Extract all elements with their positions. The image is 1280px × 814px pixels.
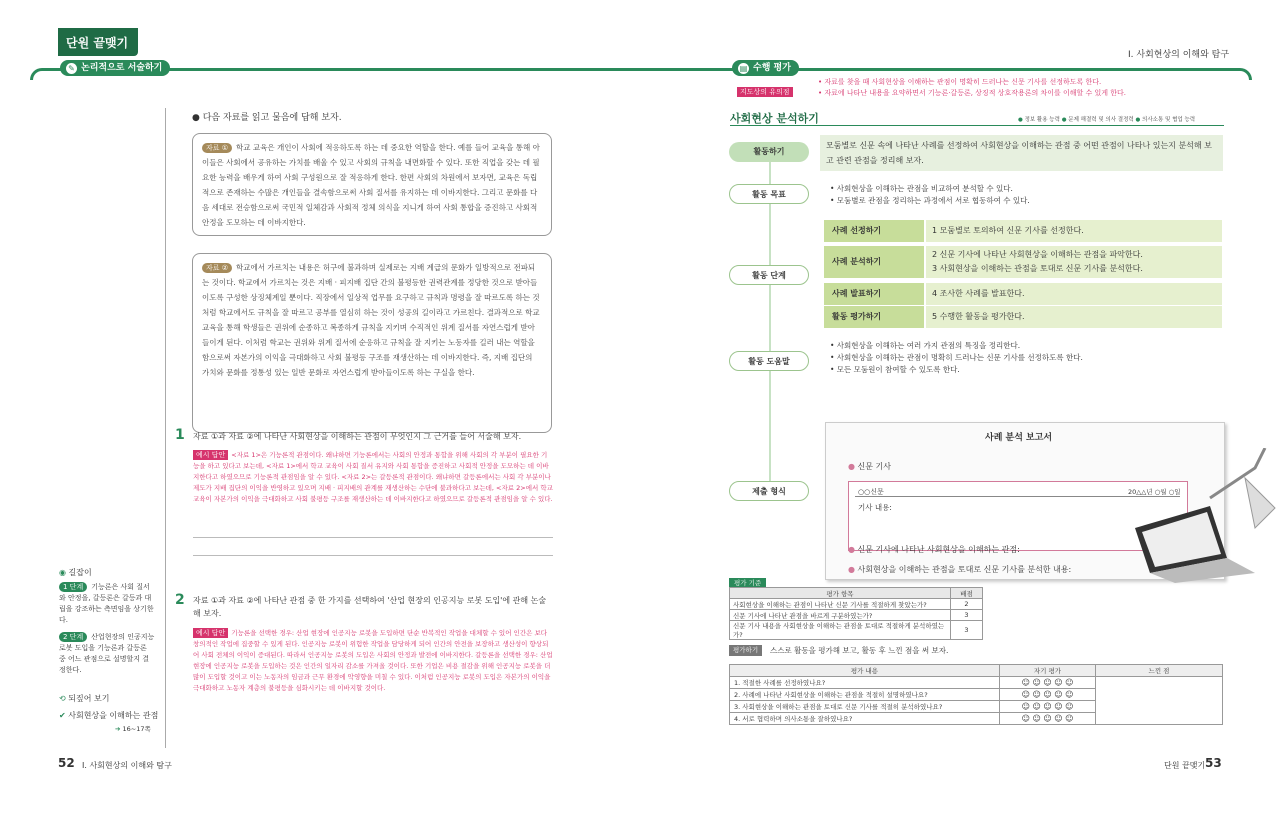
arrow-icon: ➔ [115, 725, 121, 733]
page-number-left: 52 [58, 756, 75, 770]
compass-icon: ◉ [59, 568, 66, 577]
rubric-label: 평가 기준 [729, 578, 766, 588]
table-row: 4. 서로 협력하며 의사소통을 잘하였나요? ☺ ☺ ☺ ☺ ☺ [730, 713, 1223, 725]
review-pages: ➔ 16~17쪽 [115, 725, 151, 733]
table-row: 신문 기사 내용을 사회현상을 이해하는 관점을 토대로 적절하게 분석하였는가? 3 [730, 621, 983, 640]
stage-submit: 제출 형식 [729, 481, 809, 501]
step-3-desc: 4 조사한 사례를 발표한다. [926, 283, 1222, 305]
material-2-box: 자료 ② 학교에서 가르치는 내용은 허구에 불과하며 실제로는 지배 계급의 문화가 일방적으로 전파되는 것이다. 학교에서 가르치는 것은 지배 · 피지배 집단 간의 불평등한 권력관계를 정당한 것으로 받아들이도록 구성한 상징체계일 뿐이다. 직장에서 일상적 업무를 요구하고 규칙과 명령을 잘 따르도록 하는 것처럼 학교에서도 규칙을 잘 따르고 공부를 열심히 하는 것이 성공의 길이라고 가르친다. 결과적으로 학교 교육을 통해 학생들은 권위에 순종하고 복종하게 규칙을 지키며 수직적인 위계 질서를 자연스럽게 받아들이게 된다. 이처럼 학교는 권위와 위계 질서에 순응하고 규칙을 잘 지키는 노동자를 길러 내는 역할을 함으로써 자본가의 이익을 극대화하고 사회 불평등 구조를 재생산하는 데 이바지한다. 즉, 지배 집단의 가치와 문화를 정통성 있는 일반 문화로 자연스럽게 받아들이도록 하는 구실을 한다. [192, 253, 552, 433]
table-row: 1. 적절한 사례를 선정하였나요? ☺ ☺ ☺ ☺ ☺ [730, 677, 1223, 689]
footer-left-text: Ⅰ. 사회현상의 이해와 탐구 [82, 761, 172, 770]
report-paper: ○○신문 [858, 488, 884, 496]
activity-text: 모둠별로 신문 속에 나타난 사례를 선정하여 사회현상을 이해하는 관점 중 어떤 관점이 나타나 있는지 분석해 보고 관련 관점을 정리해 보자. [820, 135, 1223, 171]
table-row: 3. 사회현상을 이해하는 관점을 토대로 신문 기사를 적절히 분석하였나요? ☺ ☺ ☺ ☺ ☺ [730, 701, 1223, 713]
laptop-lamp-illustration [1115, 448, 1280, 583]
right-title: 사회현상 분석하기 [730, 112, 819, 125]
q1-text: 자료 ①과 자료 ②에 나타난 사회현상을 이해하는 관점이 무엇인지 그 근거를 들어 서술해 보자. [193, 432, 522, 441]
refresh-icon: ⟲ [59, 694, 66, 703]
step-4-desc: 5 수행한 활동을 평가한다. [926, 306, 1222, 328]
report-item-3: ● 사회현상을 이해하는 관점을 토대로 신문 기사를 분석한 내용: [848, 565, 1072, 574]
legend-row: ● 정보 활용 능력 ● 문제 해결력 및 의사 결정력 ● 의사소통 및 협업 능력 [1018, 117, 1196, 123]
report-item-1: ● 신문 기사 [848, 462, 891, 471]
report-date: 20△△년 ○월 ○일 [1128, 488, 1181, 496]
rating-faces[interactable]: ☺ ☺ ☺ ☺ ☺ [1000, 677, 1096, 689]
step-3-name: 사례 발표하기 [824, 283, 924, 305]
step-2-desc: 2 신문 기사에 나타난 사회현상을 이해하는 관점을 파악한다. 3 사회현상을 이해하는 관점을 토대로 신문 기사를 분석한다. [926, 246, 1222, 278]
report-item-2: ● 신문 기사에 나타난 사회현상을 이해하는 관점: [848, 545, 1020, 554]
material-1-box: 자료 ① 학교 교육은 개인이 사회에 적응하도록 하는 데 중요한 역할을 한다. 예를 들어 교육을 통해 아이들은 사회에서 공유하는 가치를 배울 수 있고 사회의 규칙을 내면화할 수 있다. 또한 직업을 갖는 데 필요한 능력을 배우게 하여 사회 구성원으로 잘 적응하게 한다. 한편 사회의 차원에서 보자면, 교육은 독립적으로 존재하는 수많은 개인들을 결속함으로써 사회 질서를 유지하는 데 이바지한다. 그리고 문화를 다음 세대로 전승함으로써 국민적 일체감과 사회적 정체 의식을 지니게 하여 사회 통합을 증진하고 사회적 안정을 도모하는 데 이바지한다. [192, 133, 552, 236]
rating-faces[interactable]: ☺ ☺ ☺ ☺ ☺ [1000, 701, 1096, 713]
goal-list: • 사회현상을 이해하는 관점을 비교하여 분석할 수 있다. • 모둠별로 관점을 정리하는 과정에서 서로 협동하여 수 있다. [830, 184, 1030, 205]
q2-text: 자료 ①과 자료 ②에 나타난 관점 중 한 가지를 선택하여 '산업 현장의 인공지능 로봇 도입'에 관해 논술해 보자. [193, 596, 547, 618]
table-row: 신문 기사에 나타난 관점을 바르게 구분하였는가? 3 [730, 610, 983, 621]
stage-goal: 활동 목표 [729, 184, 809, 204]
stage-steps: 활동 단계 [729, 265, 809, 285]
review-header: ⟲ 되짚어 보기 [59, 694, 110, 703]
intro: ● 다음 자료를 읽고 물음에 답해 보자. [192, 113, 342, 123]
step-4-name: 활동 평가하기 [824, 306, 924, 328]
q2-answer: 예시 답안 기능론을 선택한 경우: 산업 현장에 인공지능 로봇을 도입하면 단순 반복적인 작업을 대체할 수 있어 인간은 보다 창의적인 작업에 집중할 수 있게 된다. 인공지능 로봇이 위험한 작업을 담당하게 되어 인간의 안전을 보장하고 생산성이 향상되어 사회 전체의 이익이 증대된다. 따라서 인공지능 로봇의 도입은 사회의 안정과 발전에 이바지한다. 갈등론을 선택한 경우: 산업 현장에 인공지능 로봇을 도입하는 것은 인간의 일자리 감소를 가져올 것이다. 또한 기업은 비용 절감을 위해 인공지능 로봇을 더 많이 도입할 것이고 이는 노동자의 임금과 근무 환경에 악영향을 미칠 수 있다. 이처럼 인공지능 로봇의 도입은 자본가의 이익을 극대화하고 노동자 계층의 불평등을 심화시키는 데 이바지할 것이다. [193, 629, 553, 692]
tip-2: 2 단계 산업현장의 인공지능 로봇 도입을 기능론과 갈등론 중 어느 관점으로 설명할지 결정한다. [59, 633, 155, 674]
clipboard-icon: ▤ [739, 64, 748, 73]
footer-right-text: 단원 끝맺기 [1164, 761, 1206, 770]
unit-tab: 단원 끝맺기 [58, 28, 138, 56]
q2-number: 2 [175, 592, 185, 608]
self-eval-table: 평가 내용 자기 평가 느낀 점 1. 적절한 사례를 선정하였나요? ☺ ☺ ☺ ☺ ☺ 2. 사례에 나타난 사회현상을 이해하는 관점을 적절히 설명하였나요? ☺ ☺ ☺ ☺ ☺ 3. 사회현상을 이해하는 관점을 토대로 신문 기사를 적절히 분석하였나요? ☺ ☺ ☺ ☺ ☺ 4. 서로 협력하며 의사소통을 잘하였나요? ☺ ☺ ☺ ☺ ☺ [729, 664, 1223, 725]
self-eval-label: 평가하기 [729, 645, 762, 656]
stage-help: 활동 도움말 [729, 351, 809, 371]
right-section-pill: ▤ 수행 평가 [732, 60, 799, 76]
q1-answer: 예시 답안 <자료 1>은 기능론적 관점이다. 왜냐하면 기능론에서는 사회의 안정과 통합을 위해 사회의 각 부분이 필요한 기능을 하고 있다고 보는데, <자료 1>에서 학교 교육이 사회 질서 유지와 사회 통합을 증진하고 사회적 안정을 도모하는 데 이바지한다고 하였으므로 기능론적 관점임을 알 수 있다. <자료 2>는 갈등론적 관점이다. 왜냐하면 갈등론에서는 사회 각 부분이나 제도가 지배 집단의 이익을 반영하고 있으며 지배 · 피지배의 관계를 재생산하는 수단에 불과하다고 보는데, <자료 2>에서 학교 교육이 자본가의 이익을 극대화하고 사회 불평등 구조를 재생산하는 데 이바지한다고 하였으므로 갈등론적 관점임을 알 수 있다. [193, 451, 553, 503]
rating-faces[interactable]: ☺ ☺ ☺ ☺ ☺ [1000, 713, 1096, 725]
self-eval-text: 스스로 활동을 평가해 보고, 활동 후 느낀 점을 써 보자. [770, 646, 949, 655]
help-list: • 사회현상을 이해하는 여러 가지 관점의 특징을 정리한다. • 사회현상을 이해하는 관점이 명확히 드러나는 신문 기사를 선정하도록 한다. • 모든 모둠원이 참여할 수 있도록 한다. [830, 341, 1083, 374]
tip-1: 1 단계 기능론은 사회 질서와 안정을, 갈등론은 갈등과 대립을 강조하는 측면임을 상기한다. [59, 583, 154, 624]
rubric-table: 평가 항목 배점 사회현상을 이해하는 관점이 나타난 신문 기사를 적절하게 찾았는가? 2 신문 기사에 나타난 관점을 바르게 구분하였는가? 3 신문 기사 내용을 사회현상을 이해하는 관점을 토대로 적절하게 분석하였는가? 3 [729, 587, 983, 640]
step-1-desc: 1 모둠별로 토의하여 신문 기사를 선정한다. [926, 220, 1222, 242]
pencil-icon: ✎ [66, 63, 77, 74]
q1-number: 1 [175, 427, 185, 443]
review-item: ✔ 사회현상을 이해하는 관점 [59, 711, 159, 720]
report-content: 기사 내용: [858, 503, 892, 512]
step-2-name: 사례 분석하기 [824, 246, 924, 278]
page-number-right: 53 [1205, 756, 1222, 770]
q1-answer-lines [193, 520, 553, 556]
rating-faces[interactable]: ☺ ☺ ☺ ☺ ☺ [1000, 689, 1096, 701]
unit-title: Ⅰ. 사회현상의 이해와 탐구 [1128, 50, 1230, 60]
check-icon: ✔ [59, 711, 66, 720]
guide: 지도상의 유의점 [737, 79, 796, 98]
step-1-name: 사례 선정하기 [824, 220, 924, 242]
stage-activity: 활동하기 [729, 142, 809, 162]
tip-header: ◉ 길잡이 [59, 568, 92, 577]
report-title: 사례 분석 보고서 [985, 433, 1053, 443]
left-section-pill: ✎ 논리적으로 서술하기 [60, 60, 170, 76]
guide-items: • 자료를 찾을 때 사회현상을 이해하는 관점이 명확히 드러나는 신문 기사를 선정하도록 한다. • 자료에 나타난 내용을 요약하면서 기능론·갈등론, 상징적 상호작용론의 차이를 이해할 수 있게 한다. [818, 78, 1126, 97]
table-row: 2. 사례에 나타난 사회현상을 이해하는 관점을 적절히 설명하였나요? ☺ ☺ ☺ ☺ ☺ [730, 689, 1223, 701]
margin-divider [165, 108, 166, 748]
title-underline [730, 125, 1224, 126]
table-row: 사회현상을 이해하는 관점이 나타난 신문 기사를 적절하게 찾았는가? 2 [730, 599, 983, 610]
